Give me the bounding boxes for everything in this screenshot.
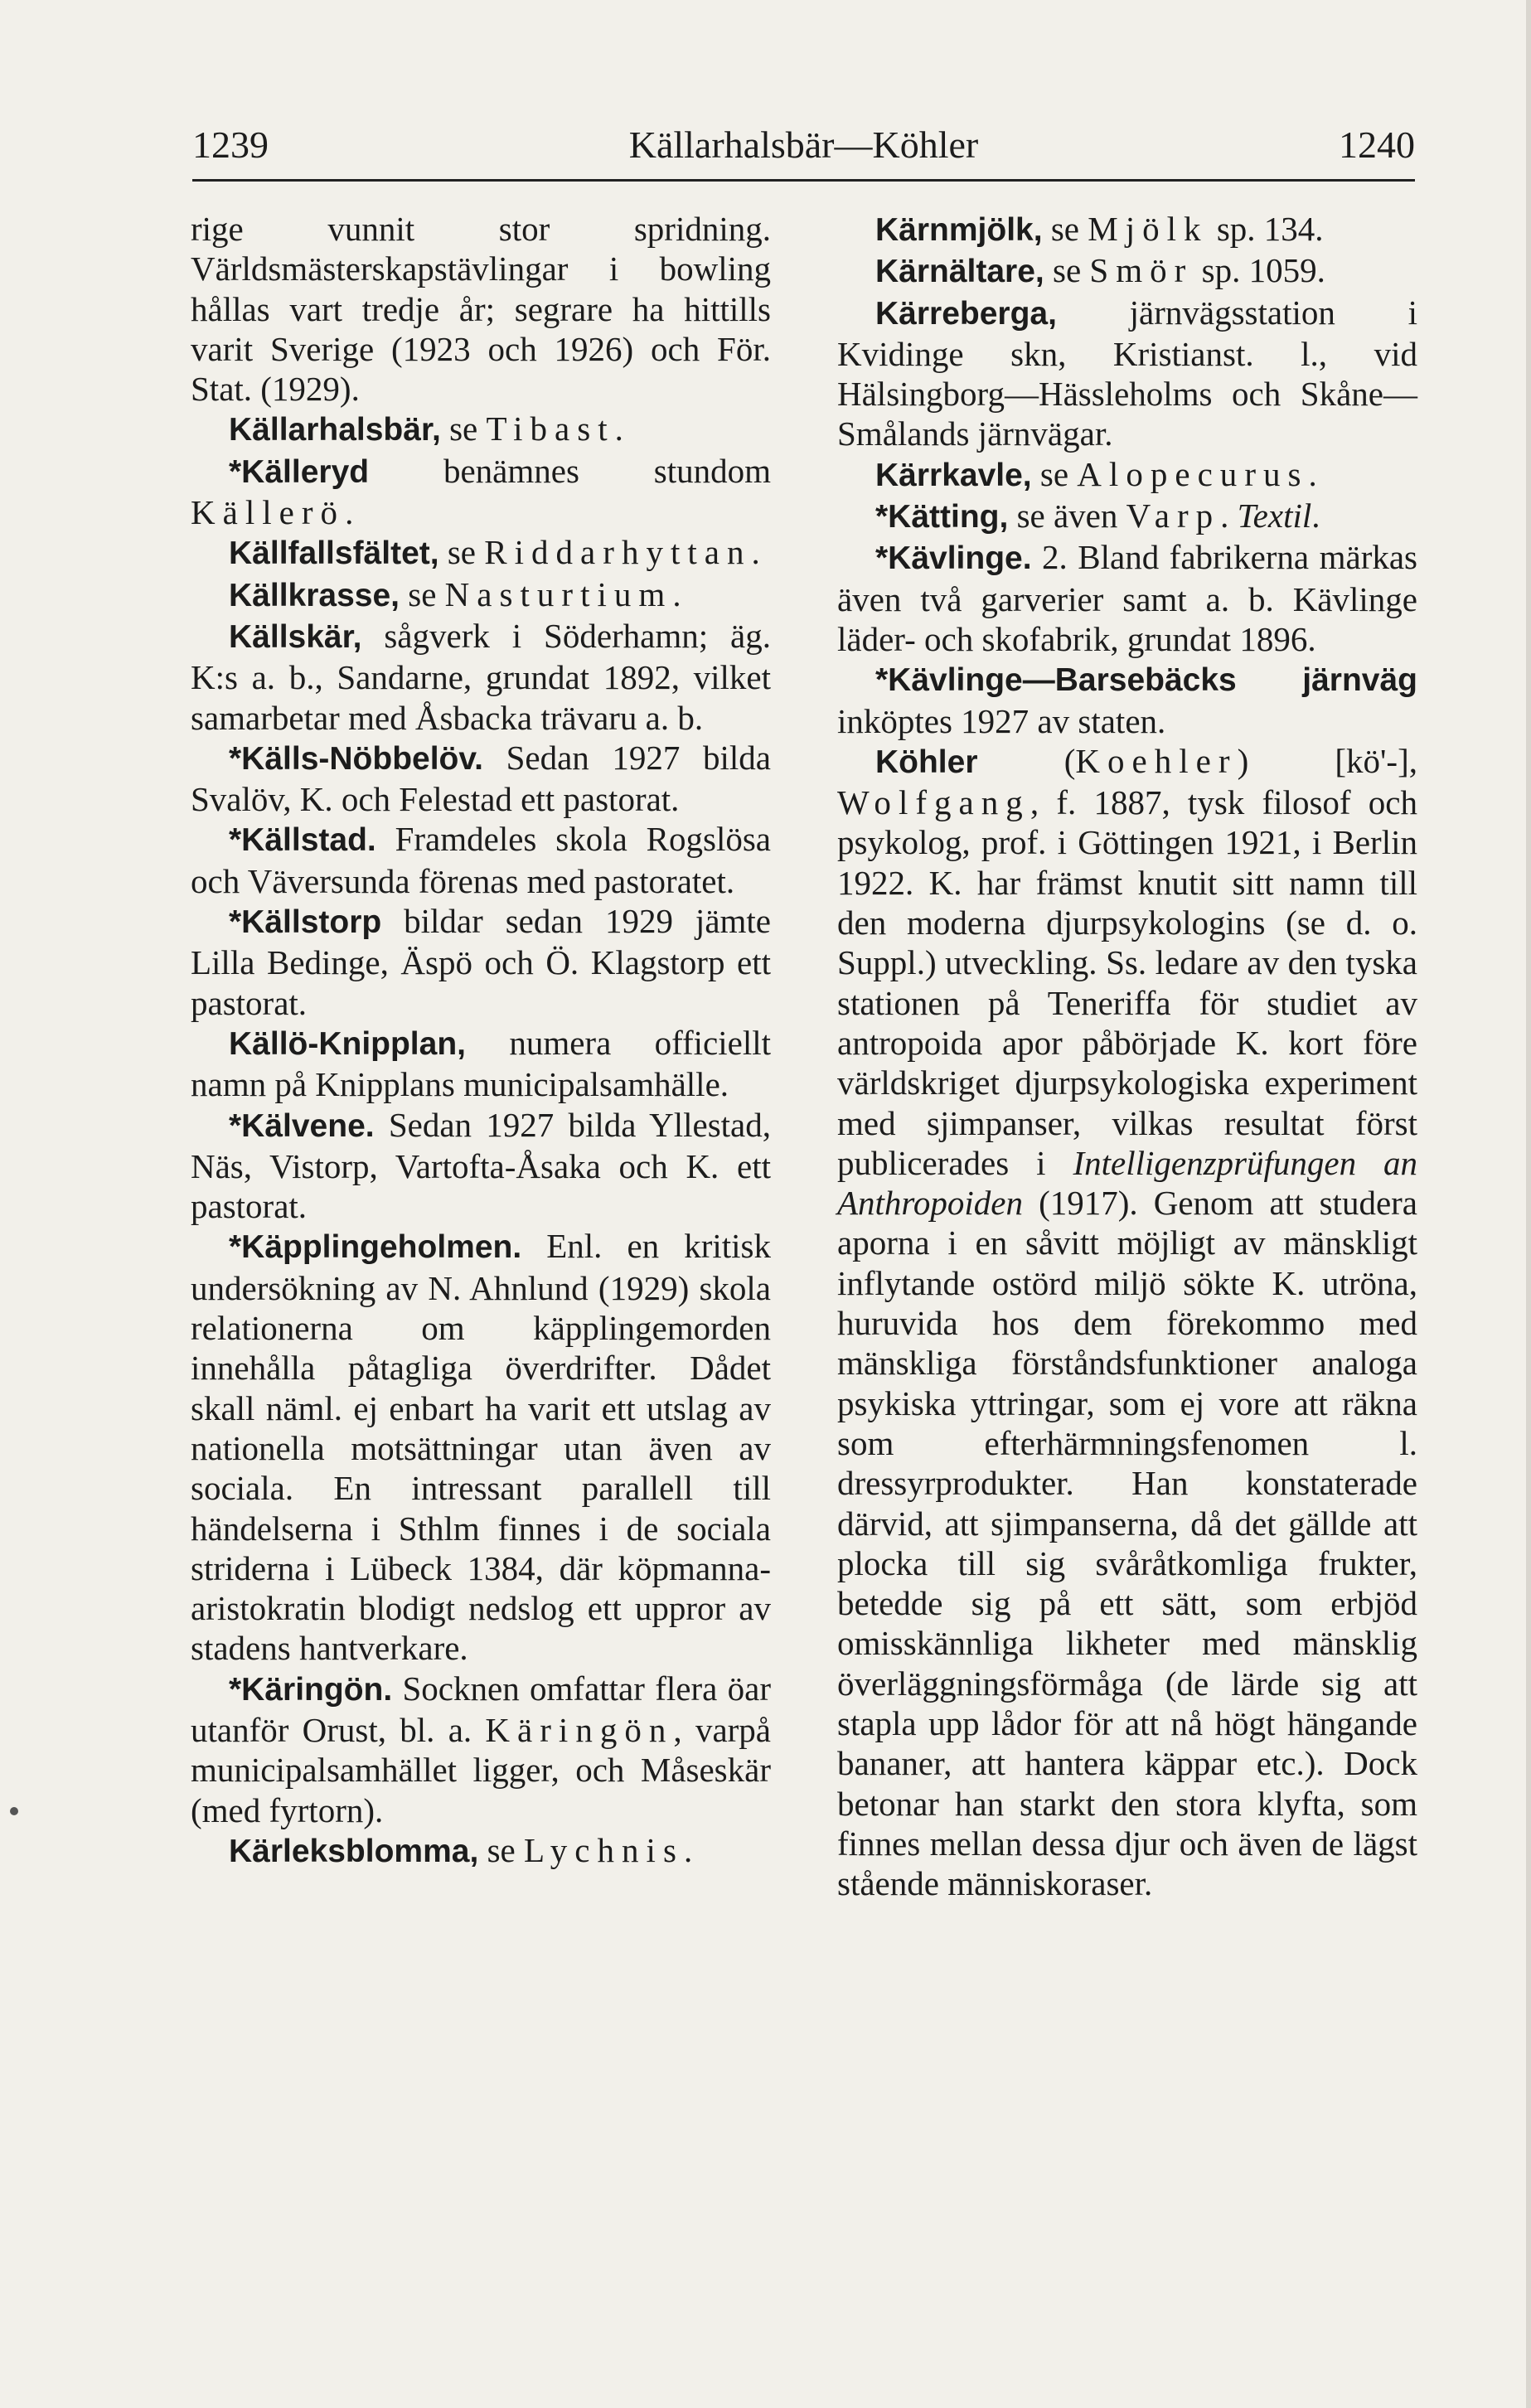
left-column xyxy=(191,209,771,1872)
entry-kalls-nobbelov: *Källs-Nöbbelöv. Sedan 1927 bilda Svalöv, K. och Felestad ett pastorat. xyxy=(191,738,771,819)
entry-karleksblomma: Kärleksblomma, se Lychnis. xyxy=(229,1830,693,1869)
page-number-right: 1240 xyxy=(1339,124,1415,166)
entry-katting: *Kätting, se även Varp. Textil. xyxy=(875,497,1320,535)
entry-kapplingeholmen: *Käpplingeholmen. Enl. en kritisk undersökning av N. Ahnlund (1929) skola relationerna om käpplingemorden innehålla påtagliga överdrifter. Dådet skall näml. ej enbart ha varit ett utslag av nationella motsättningar utan även av sociala. En intressant parallell till händelserna i Sthlm finnes i de sociala striderna i Lübeck 1384, där köpmanna-aristokratin blodigt nedslog ett uppror av stadens hantverkare. xyxy=(191,1227,771,1668)
entry-kallkrasse: Källkrasse, se Nasturtium. xyxy=(229,574,681,613)
margin-dot xyxy=(10,1807,18,1815)
entry-kavlinge: *Kävlinge. 2. Bland fabrikerna märkas även två garverier samt a. b. Kävlinge läder- och skofabrik, grundat 1896. xyxy=(837,538,1417,658)
page-edge xyxy=(1526,0,1531,2408)
entry-kohler: Köhler (Koehler) [kö'-], Wolfgang, f. 1887, tysk filosof och psykolog, prof. i Göttingen 1921, i Berlin 1922. K. har främst knutit sitt namn till den moderna djurpsykologins (se d. o. Suppl.) utveckling. Ss. ledare av den tyska stationen på Teneriffa för studiet av antropoida apor påbörjade K. kort före världskriget djurpsykologiska experiment med sjimpanser, vilkas resultat först publicerades i Intelligenzprüfungen an Anthropoiden (1917). Genom att studera aporna i en såvitt möjligt av mänskligt inflytande ostörd miljö sökte K. utröna, huruvida hos dem förekommo med mänskliga förståndsfunktioner analoga psykiska yttringar, som ej vore att räkna som efterhärmningsfenomen l. dressyrprodukter. Han konstaterade därvid, att sjimpanserna, då det gällde att plocka till sig svåråtkomliga frukter, betedde sig på ett sätt, som erbjöd omisskännliga likheter med mänsklig överläggningsförmåga (de lärde sig att stapla upp lådor för att nå högt hängande bananer, att hantera käppar etc.). Dock betonar han starkt den stora klyfta, som finnes mellan dessa djur och även de lägst stående människoraser. xyxy=(837,741,1417,1903)
entry-karnmjolk: Kärnmjölk, se Mjölk sp. 134. xyxy=(875,210,1324,248)
entry-kalvene: *Kälvene. Sedan 1927 bilda Yllestad, Näs, Vistorp, Vartofta-Åsaka och K. ett pastorat. xyxy=(191,1105,771,1226)
entry-karingon: *Käringön. Socknen omfattar flera öar utanför Orust, bl. a. Käringön, varpå municipalsamhället ligger, och Måseskär (med fyrtorn). xyxy=(191,1669,771,1829)
entry-kallfallsfaltet: Källfallsfältet, se Riddarhyttan. xyxy=(229,533,760,572)
entry-kallstad: *Källstad. Framdeles skola Rogslösa och Väversunda förenas med pastoratet. xyxy=(191,820,771,900)
entry-karrkavle: Kärrkavle, se Alopecurus. xyxy=(875,454,1317,493)
page-number-left: 1239 xyxy=(192,124,269,166)
entry-kallskar: Källskär, sågverk i Söderhamn; äg. K:s a. b., Sandarne, grundat 1892, vilket samarbetar med Åsbacka trävaru a. b. xyxy=(191,616,771,737)
entry-kallarhalsbar: Källarhalsbär, se Tibast. xyxy=(229,409,623,448)
entry-kallo-knipplan: Källö-Knipplan, numera officiellt namn på Knipplans municipalsamhälle. xyxy=(191,1023,771,1104)
running-header xyxy=(192,123,1415,172)
running-title: Källarhalsbär—Köhler xyxy=(628,124,979,166)
entry-kalleryd: *Källeryd benämnes stundom Källerö. xyxy=(191,451,771,532)
entry-kavlinge-barseback: *Kävlinge—Barsebäcks järnväg inköptes 1927 av staten. xyxy=(837,662,1417,740)
header-rule xyxy=(192,179,1415,182)
entry-kallstorp: *Källstorp bildar sedan 1929 jämte Lilla Bedinge, Äspö och Ö. Klagstorp ett pastorat. xyxy=(191,902,771,1022)
entry-karnaltare: Kärnältare, se Smör sp. 1059. xyxy=(875,251,1325,290)
right-column xyxy=(837,209,1417,1903)
entry-karreberga: Kärreberga, järnvägsstation i Kvidinge skn, Kristianst. l., vid Hälsingborg—Hässleholms och Skåne—Smålands järnvägar. xyxy=(837,293,1417,453)
entry-continuation: rige vunnit stor spridning. Världsmästerskapstävlingar i bowling hållas vart tredje år; segrare ha hittills varit Sverige (1923 och 1926) och För. Stat. (1929). xyxy=(191,210,771,409)
